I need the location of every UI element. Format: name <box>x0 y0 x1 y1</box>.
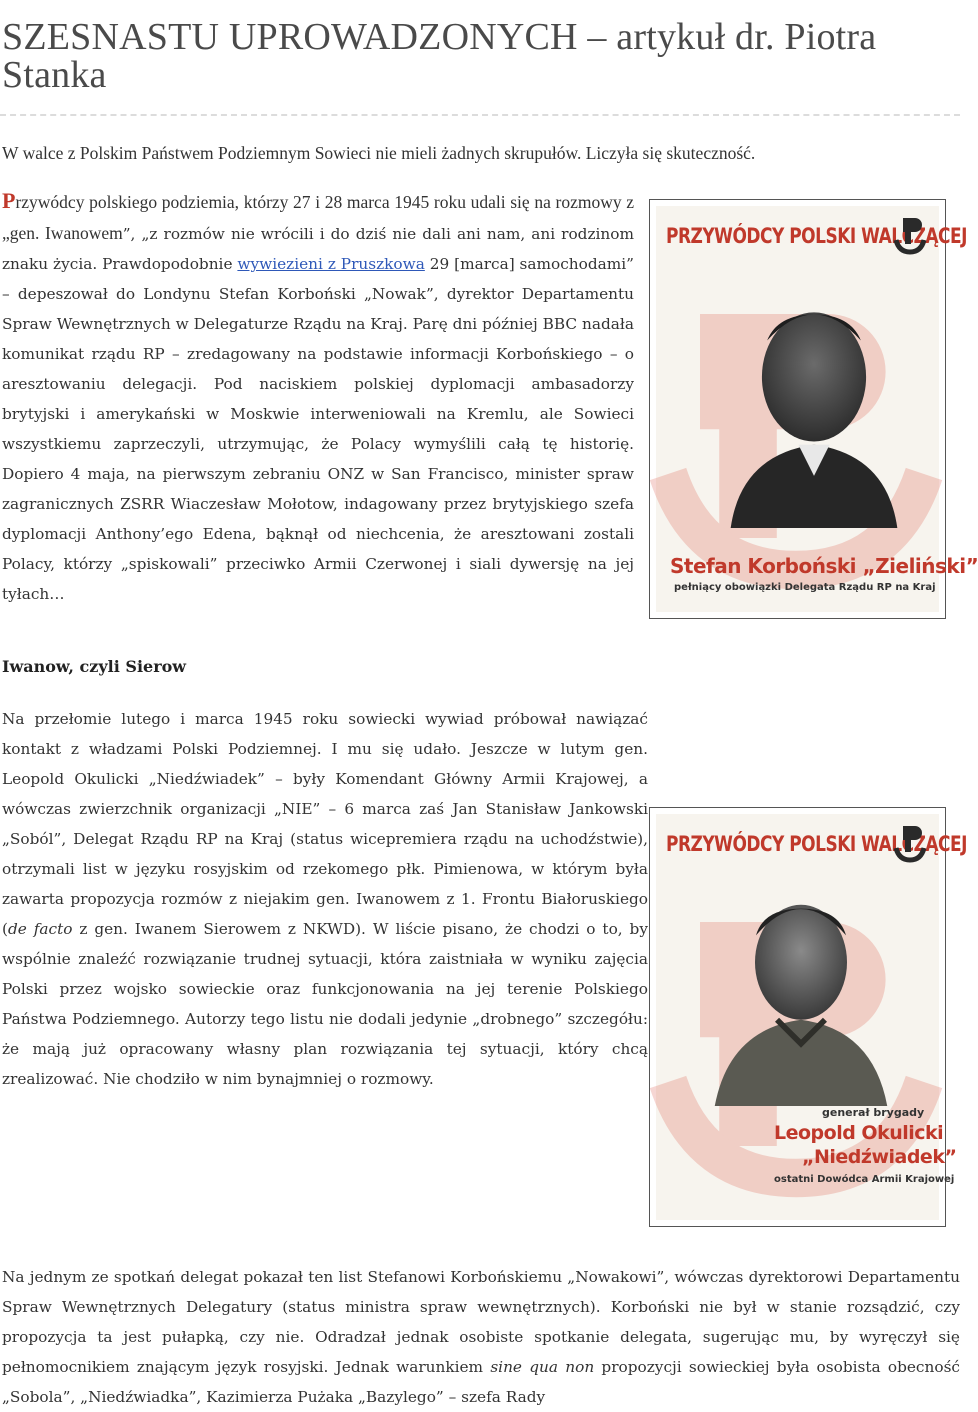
title-divider <box>0 114 960 116</box>
poster-okulicki <box>649 807 967 1227</box>
paragraph-1-seg4: Pod naciskiem polskiej dyplomacji ambasadorzy brytyjski i amerykański w Moskwie interweniowali na Kremlu, ale Sowieci wszystkiemu zaprzeczyli, utrzymując, że Polacy wymyślili całą tę historię. Dopiero 4 maja, na pierwszym zebraniu ONZ w San Francisco, minister spraw zagranicznych ZSRR Wiaczesław Mołotow, indagowany przez brytyjskiego szefa dyplomacji Anthony’ego Edena, bąknął od niechcenia, że aresztowani zostali Polacy, którzy „spiskowali” przeciwko Armii Czerwonej i siali dywersję na jej tyłach… <box>2 375 634 603</box>
paragraph-3-italic: sine qua non <box>490 1358 595 1376</box>
kotwica-anchor-icon <box>893 216 927 256</box>
paragraph-2-text-a: Na przełomie lutego i marca 1945 roku sowiecki wywiad próbował nawiązać kontakt z władzami Polski Podziemnej. I mu się udało. Jeszcze w lutym gen. Leopold Okulicki „Niedźwiadek” – były Komendant Główny Armii Krajowej, a wówczas zwierzchnik organizacji „NIE” – 6 marca zaś Jan Stanisław Jankowski „Soból”, Delegat Rządu RP na Kraj (status wicepremiera rządu na uchodźstwie), otrzymali list w języku rosyjskim od rzekomego płk. Pimienowa, w którym była zawarta propozycja rozmów z niejakim gen. Iwanowem z 1. Frontu Białoruskiego ( <box>2 710 648 938</box>
poster-name: Stefan Korboński „Zieliński” <box>670 554 978 578</box>
poster-header: PRZYWÓDCY POLSKI WALCZĄCEJ <box>666 832 967 857</box>
paragraph-1-seg2: ”, „z rozmów nie wrócili i do dziś nie dali ani nam, ani rodzinom znaku życia. Prawdopodobnie <box>2 225 634 273</box>
poster-subtitle: ostatni Dowódca Armii Krajowej <box>774 1174 955 1185</box>
poster-korbonski <box>649 199 978 619</box>
paragraph-1-seg1: rzywódcy polskiego podziemia, którzy 27 i 28 marca 1945 roku udali się na rozmowy z „gen. Iwanowem <box>2 192 634 243</box>
drop-cap: P <box>2 188 16 213</box>
poster-rank: generał brygady <box>822 1106 925 1119</box>
paragraph-2-text-b: z gen. Iwanem Sierowem z NKWD). W liście pisano, że chodzi o to, by wspólnie znaleźć rozwiązanie trudnej sytuacji, która zaistniała w wyniku zajęcia Polski przez wojsko sowieckie oraz funkcjonowania na jej terenie Polskiego Państwa Podziemnego. Autorzy tego listu nie dodali jedynie „drobnego” szczegółu: że mają już opracowany własny plan rozwiązania tej sytuacji, który chcą zrealizować. Nie chodziło w nim bynajmniej o rozmowy. <box>2 920 648 1088</box>
paragraph-2-italic: de facto <box>7 920 73 938</box>
paragraph-1 <box>2 186 634 609</box>
poster-name-line1: Leopold Okulicki <box>774 1122 944 1144</box>
poster-subtitle: pełniący obowiązki Delegata Rządu RP na Kraj <box>674 582 936 593</box>
paragraph-1-seg3: 29 [marca] samochodami” – depeszował do Londynu Stefan Korboński „Nowak”, dyrektor Departamentu Spraw Wewnętrznych w Delegaturze Rządu na Kraj. Parę dni później BBC nadała komunikat rządu RP – zredagowany na podstawie informacji Korbońskiego – o aresztowaniu delegacji. <box>2 255 634 393</box>
paragraph-3-text-a: Na jednym ze spotkań delegat pokazał ten list Stefanowi Korbońskiemu „Nowakowi”, wówczas dyrektorowi Departamentu Spraw Wewnętrznych Delegatury (status ministra spraw wewnętrznych). Korboński nie był w stanie rozsądzić, czy propozycja ta jest pułapką, czy nie. Odradzał jednak osobiste spotkanie delegata, sugerując mu, by wyręczył się pełnomocnikiem znającym język rosyjski. Jednak warunkiem <box>2 1268 960 1376</box>
portrait-photo <box>696 876 906 1106</box>
section-heading: Iwanow, czyli Sierow <box>2 657 187 676</box>
kotwica-anchor-icon <box>893 824 927 864</box>
poster-name-line2: „Niedźwiadek” <box>802 1146 957 1168</box>
article-lead: W walce z Polskim Państwem Podziemnym Sowieci nie mieli żadnych skrupułów. Liczyła się skuteczność. <box>2 143 756 163</box>
portrait-photo <box>714 278 914 528</box>
article-title: SZESNASTU UPROWADZONYCH – artykuł dr. Piotra Stanka <box>2 16 877 96</box>
paragraph-3-text-b: propozycji sowieckiej była osobista obecność „Sobola”, „Niedźwiadka”, Kazimierza Pużaka „Bazylego” – szefa Rady <box>2 1358 960 1406</box>
poster-header: PRZYWÓDCY POLSKI WALCZĄCEJ <box>666 224 967 249</box>
pruszkow-link[interactable]: wywiezieni z Pruszkowa <box>237 255 425 273</box>
paragraph-3 <box>2 1262 960 1412</box>
